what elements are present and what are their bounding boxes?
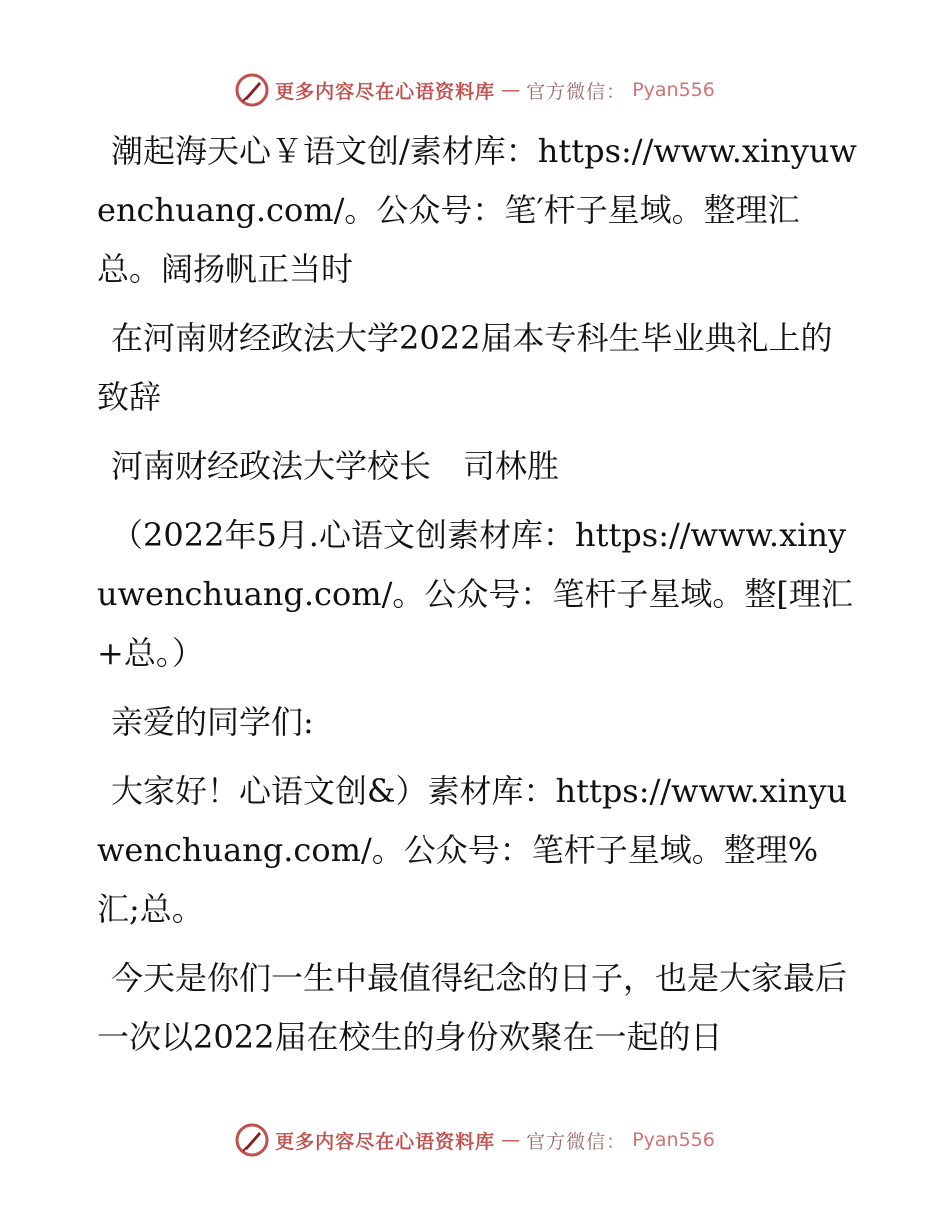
quill-logo-icon <box>235 1123 269 1157</box>
paragraph: 今天是你们一生中最值得纪念的日子，也是大家最后一次以2022届在校生的身份欢聚在一起的日 <box>97 959 848 1056</box>
salutation: 亲爱的同学们: <box>111 703 314 741</box>
watermark-account: Pyan556 <box>632 79 715 101</box>
speech-title: 在河南财经政法大学2022届本专科生毕业典礼上的致辞 <box>97 319 833 416</box>
watermark-official-text: 官方微信： <box>526 80 627 103</box>
watermark-dash: — <box>501 1129 521 1151</box>
watermark-official-text: 官方微信： <box>526 1130 627 1153</box>
speaker-line: 河南财经政法大学校长 司林胜 <box>111 447 560 485</box>
footer-watermark <box>0 1120 950 1160</box>
header-watermark <box>0 70 950 110</box>
watermark-main-text: 更多内容尽在心语资料库 <box>275 80 496 103</box>
watermark-dash: — <box>501 79 521 101</box>
paragraph: 潮起海天心￥语文创/素材库：https://www.xinyuwenchuang.com/。公众号：笔′杆子星域。整理汇总。阔扬帆正当时 <box>97 132 857 288</box>
watermark-account: Pyan556 <box>632 1129 715 1151</box>
date-note: （2022年5月.心语文创素材库：https://www.xinyuwenchuang.com/。公众号：笔杆子星域。整[理汇+总。） <box>97 516 853 672</box>
document-body <box>97 122 857 1077</box>
watermark-main-text: 更多内容尽在心语资料库 <box>275 1130 496 1153</box>
quill-logo-icon <box>235 73 269 107</box>
paragraph: 大家好！心语文创&）素材库：https://www.xinyuwenchuang.com/。公众号：笔杆子星域。整理%汇;总。 <box>97 772 848 928</box>
